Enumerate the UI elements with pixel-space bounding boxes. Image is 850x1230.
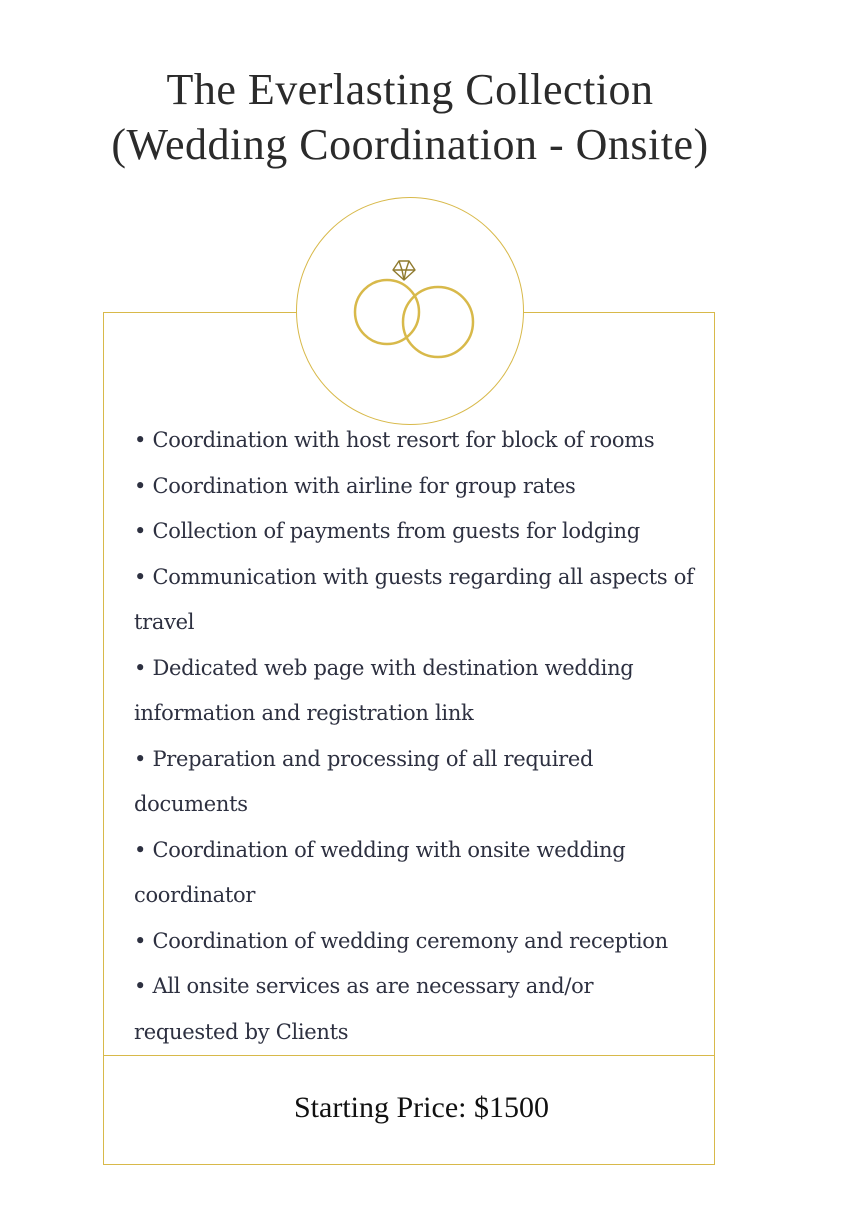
feature-item: • Coordination with airline for group rates [134, 464, 699, 510]
page-title [0, 62, 820, 172]
wedding-rings-icon [349, 256, 475, 366]
feature-item: • Communication with guests regarding all aspects of travel [134, 555, 699, 646]
starting-price: Starting Price: $1500 [294, 1091, 549, 1124]
feature-item: • Preparation and processing of all required documents [134, 737, 699, 828]
feature-item: • Coordination of wedding with onsite wedding coordinator [134, 828, 699, 919]
feature-item: • Coordination with host resort for block of rooms [134, 418, 699, 464]
title-line-1: The Everlasting Collection [166, 65, 654, 114]
emblem-circle [296, 197, 524, 425]
feature-item: • Collection of payments from guests for lodging [134, 509, 699, 555]
feature-item: • All onsite services as are necessary and/or requested by Clients [134, 964, 699, 1055]
title-line-2: (Wedding Coordination - Onsite) [111, 120, 709, 169]
feature-item: • Dedicated web page with destination wedding information and registration link [134, 646, 699, 737]
feature-item: • Coordination of wedding ceremony and reception [134, 919, 699, 965]
price-divider [103, 1055, 715, 1056]
feature-list [134, 418, 699, 1055]
